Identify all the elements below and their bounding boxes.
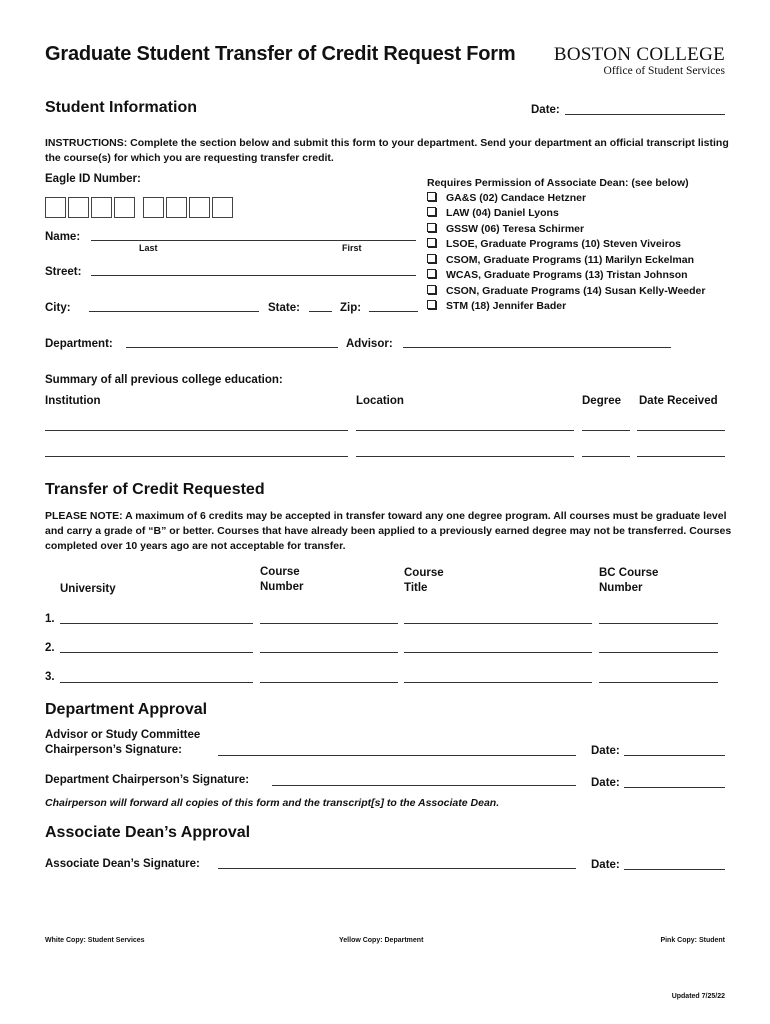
advisor-date-field[interactable] [624, 755, 725, 756]
dean-option[interactable]: CSON, Graduate Programs (14) Susan Kelly-Weeder [427, 285, 705, 297]
university-field[interactable] [60, 682, 253, 683]
col-bc-course-line1: BC Course [599, 567, 659, 579]
checkbox-icon[interactable] [427, 285, 436, 294]
dean-approval-heading: Associate Dean’s Approval [45, 824, 251, 841]
chair-signature-field[interactable] [272, 785, 576, 786]
checkbox-icon[interactable] [427, 238, 436, 247]
col-degree: Degree [582, 395, 621, 407]
course-number-field[interactable] [260, 623, 398, 624]
advisor-date-label: Date: [591, 745, 620, 757]
dean-signature-label: Associate Dean’s Signature: [45, 858, 200, 870]
chair-date-field[interactable] [624, 787, 725, 788]
bc-course-number-field[interactable] [599, 652, 718, 653]
transfer-note: PLEASE NOTE: A maximum of 6 credits may be accepted in transfer toward any one degree program. All courses must be graduate level and carry a grade of “B” or better. Courses that have already been applied to a previously earned degree may not be transferred. Courses completed over 10 years ago are not acceptable for transfer. [45, 510, 732, 552]
advisor-field[interactable] [403, 347, 671, 348]
state-label: State: [268, 302, 300, 314]
zip-field[interactable] [369, 311, 418, 312]
eagle-id-digit-box[interactable] [212, 197, 233, 218]
col-institution: Institution [45, 395, 101, 407]
zip-label: Zip: [340, 302, 362, 314]
eagle-id-digit-box[interactable] [45, 197, 66, 218]
chair-date-label: Date: [591, 777, 620, 789]
form-title: Graduate Student Transfer of Credit Request Form [45, 43, 516, 65]
education-degree-field[interactable] [582, 430, 630, 431]
bc-course-number-field[interactable] [599, 623, 718, 624]
street-field[interactable] [91, 275, 416, 276]
education-degree-field[interactable] [582, 456, 630, 457]
eagle-id-digit-box[interactable] [114, 197, 135, 218]
department-field[interactable] [126, 347, 338, 348]
dean-option[interactable]: LSOE, Graduate Programs (10) Steven Viveiros [427, 238, 681, 250]
education-location-field[interactable] [356, 456, 574, 457]
street-label: Street: [45, 266, 82, 278]
transfer-row-number: 3. [45, 671, 55, 683]
date-label: Date: [531, 104, 560, 116]
education-heading: Summary of all previous college education: [45, 374, 283, 386]
checkbox-icon[interactable] [427, 207, 436, 216]
name-label: Name: [45, 231, 81, 243]
course-number-field[interactable] [260, 652, 398, 653]
bc-course-number-field[interactable] [599, 682, 718, 683]
dean-option[interactable]: CSOM, Graduate Programs (11) Marilyn Eckelman [427, 254, 694, 266]
advisor-signature-field[interactable] [218, 755, 576, 756]
city-field[interactable] [89, 311, 259, 312]
transfer-row-number: 1. [45, 613, 55, 625]
eagle-id-digit-box[interactable] [143, 197, 164, 218]
department-label: Department: [45, 338, 113, 350]
course-title-field[interactable] [404, 623, 592, 624]
dean-option[interactable]: STM (18) Jennifer Bader [427, 300, 566, 312]
dean-date-field[interactable] [624, 869, 725, 870]
education-date-field[interactable] [637, 456, 725, 457]
col-course-number-line1: Course [260, 566, 300, 578]
eagle-id-digit-box[interactable] [166, 197, 187, 218]
checkbox-icon[interactable] [427, 254, 436, 263]
col-course-title-line1: Course [404, 567, 444, 579]
col-course-number-line2: Number [260, 581, 304, 593]
col-location: Location [356, 395, 404, 407]
dean-option[interactable]: WCAS, Graduate Programs (13) Tristan Johnson [427, 269, 688, 281]
city-label: City: [45, 302, 71, 314]
institution-name: BOSTON COLLEGE [553, 44, 725, 65]
checkbox-icon[interactable] [427, 192, 436, 201]
col-date-received: Date Received [639, 395, 718, 407]
chair-signature-label: Department Chairperson’s Signature: [45, 774, 250, 786]
course-title-field[interactable] [404, 652, 592, 653]
eagle-id-digit-box[interactable] [68, 197, 89, 218]
associate-dean-heading: Requires Permission of Associate Dean: (see below) [427, 177, 689, 189]
name-field[interactable] [91, 240, 416, 241]
white-copy-note: White Copy: Student Services [45, 937, 145, 944]
state-field[interactable] [309, 311, 332, 312]
updated-date: Updated 7/25/22 [671, 993, 725, 1000]
education-date-field[interactable] [637, 430, 725, 431]
department-approval-heading: Department Approval [45, 701, 208, 718]
yellow-copy-note: Yellow Copy: Department [339, 937, 424, 944]
dean-option[interactable]: GA&S (02) Candace Hetzner [427, 192, 586, 204]
advisor-label: Advisor: [346, 338, 393, 350]
advisor-signature-label-line1: Advisor or Study Committee [45, 729, 201, 741]
education-institution-field[interactable] [45, 430, 348, 431]
col-bc-course-line2: Number [599, 582, 643, 594]
forward-note: Chairperson will forward all copies of this form and the transcript[s] to the Associate Dean. [45, 797, 500, 809]
pink-copy-note: Pink Copy: Student [660, 937, 725, 944]
dean-date-label: Date: [591, 859, 620, 871]
first-name-caption: First [342, 243, 362, 253]
advisor-signature-label-line2: Chairperson’s Signature: [45, 744, 182, 756]
dean-option[interactable]: GSSW (06) Teresa Schirmer [427, 223, 584, 235]
dean-option[interactable]: LAW (04) Daniel Lyons [427, 207, 559, 219]
eagle-id-label: Eagle ID Number: [45, 173, 141, 185]
education-institution-field[interactable] [45, 456, 348, 457]
office-name: Office of Student Services [603, 65, 725, 77]
university-field[interactable] [60, 623, 253, 624]
university-field[interactable] [60, 652, 253, 653]
last-name-caption: Last [139, 243, 158, 253]
education-location-field[interactable] [356, 430, 574, 431]
course-number-field[interactable] [260, 682, 398, 683]
dean-signature-field[interactable] [218, 868, 576, 869]
transfer-row-number: 2. [45, 642, 55, 654]
date-field[interactable] [565, 114, 725, 115]
course-title-field[interactable] [404, 682, 592, 683]
eagle-id-digit-box[interactable] [91, 197, 112, 218]
col-course-title-line2: Title [404, 582, 428, 594]
checkbox-icon[interactable] [427, 300, 436, 309]
checkbox-icon[interactable] [427, 269, 436, 278]
eagle-id-digit-box[interactable] [189, 197, 210, 218]
transfer-heading: Transfer of Credit Requested [45, 481, 265, 498]
instructions-text: INSTRUCTIONS: Complete the section below and submit this form to your department. Send your department an official transcript listing the course(s) for which you are requesting transfer credit. [45, 137, 729, 164]
col-university: University [60, 583, 116, 595]
checkbox-icon[interactable] [427, 223, 436, 232]
student-info-heading: Student Information [45, 99, 197, 116]
